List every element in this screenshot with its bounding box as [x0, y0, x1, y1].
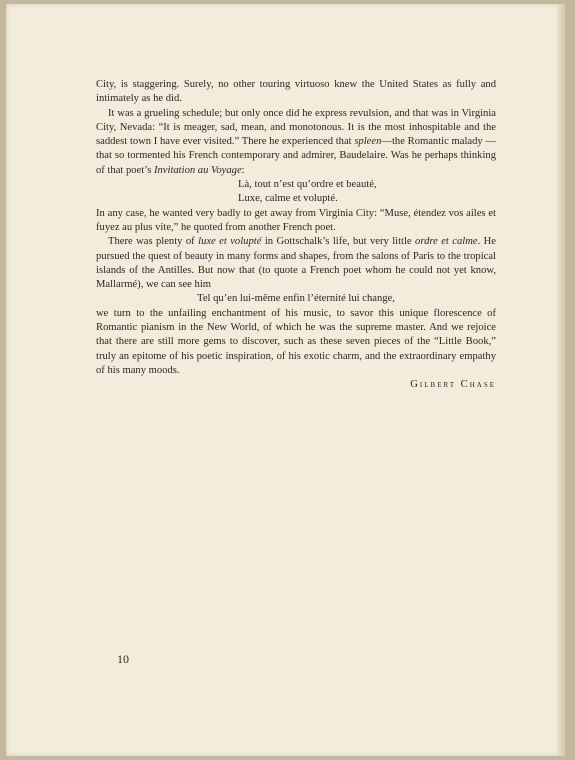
paragraph-4-part-c: . He pursued the quest of beauty in many forms and shapes, from the salons of Paris to the tropical islands of the Antilles. But now that (to quote a French poet whom he could not yet know, Mallarmé), we can see him [96, 236, 496, 291]
verse-line-2: Luxe, calme et volupté. [238, 193, 338, 205]
paragraph-2-poem-title: Invitation au Voyage [153, 164, 242, 176]
paragraph-5: we turn to the unfailing enchantment of his music, to savor this unique florescence of Romantic pianism in the New World, of which he was the supreme master. And we rejoice that there are still more gems to discover, such as these seven pieces of the “Little Book,” truly an epitome of his poetic inspiration, of his exotic charm, and the extraordinary empathy of his many moods. [96, 307, 496, 376]
paragraph-2-part-a: It was a grueling schedule; but only once did he express revulsion, and that was in Virginia City, Nevada: “It is meager, sad, mean, and monotonous. It is the most inhospitable and the saddest town I have ever visited.” There he experienced that [96, 107, 496, 148]
mallarme-quote: Tel qu’en lui-même enfin l’éternité lui change, [197, 293, 395, 305]
paragraph-4-part-b: in Gottschalk’s life, but very little [261, 236, 416, 248]
paragraph-2-part-c: : [241, 164, 245, 176]
paragraph-2 [96, 107, 496, 178]
paragraph-1: City, is staggering. Surely, no other touring virtuoso knew the United States as fully and intimately as he did. [96, 79, 496, 105]
paragraph-4-part-a: There was plenty of [108, 236, 199, 248]
page-binding-edge [557, 4, 565, 756]
paragraph-3: In any case, he wanted very badly to get away from Virginia City: “Muse, étendez vos ailes et fuyez au plus vite,” he quoted from another French poet. [96, 207, 496, 233]
page-number: 10 [117, 652, 129, 666]
paragraph-4-luxe: luxe et volupté [198, 236, 262, 248]
paragraph-2-spleen: spleen [354, 136, 382, 148]
verse-line-1: Là, tout n’est qu’ordre et beauté, [238, 179, 377, 191]
author-signature: Gilbert Chase [410, 379, 496, 391]
verse-quote [96, 178, 496, 207]
body-text [96, 78, 496, 393]
paragraph-2-part-b: —the Romantic malady —that so tormented his French contemporary and admirer, Baudelaire. Was he perhaps thinking of that poet’s [96, 136, 496, 176]
paragraph-4-ordre: ordre et calme [415, 236, 478, 248]
book-page [6, 4, 565, 756]
paragraph-4 [96, 235, 496, 292]
